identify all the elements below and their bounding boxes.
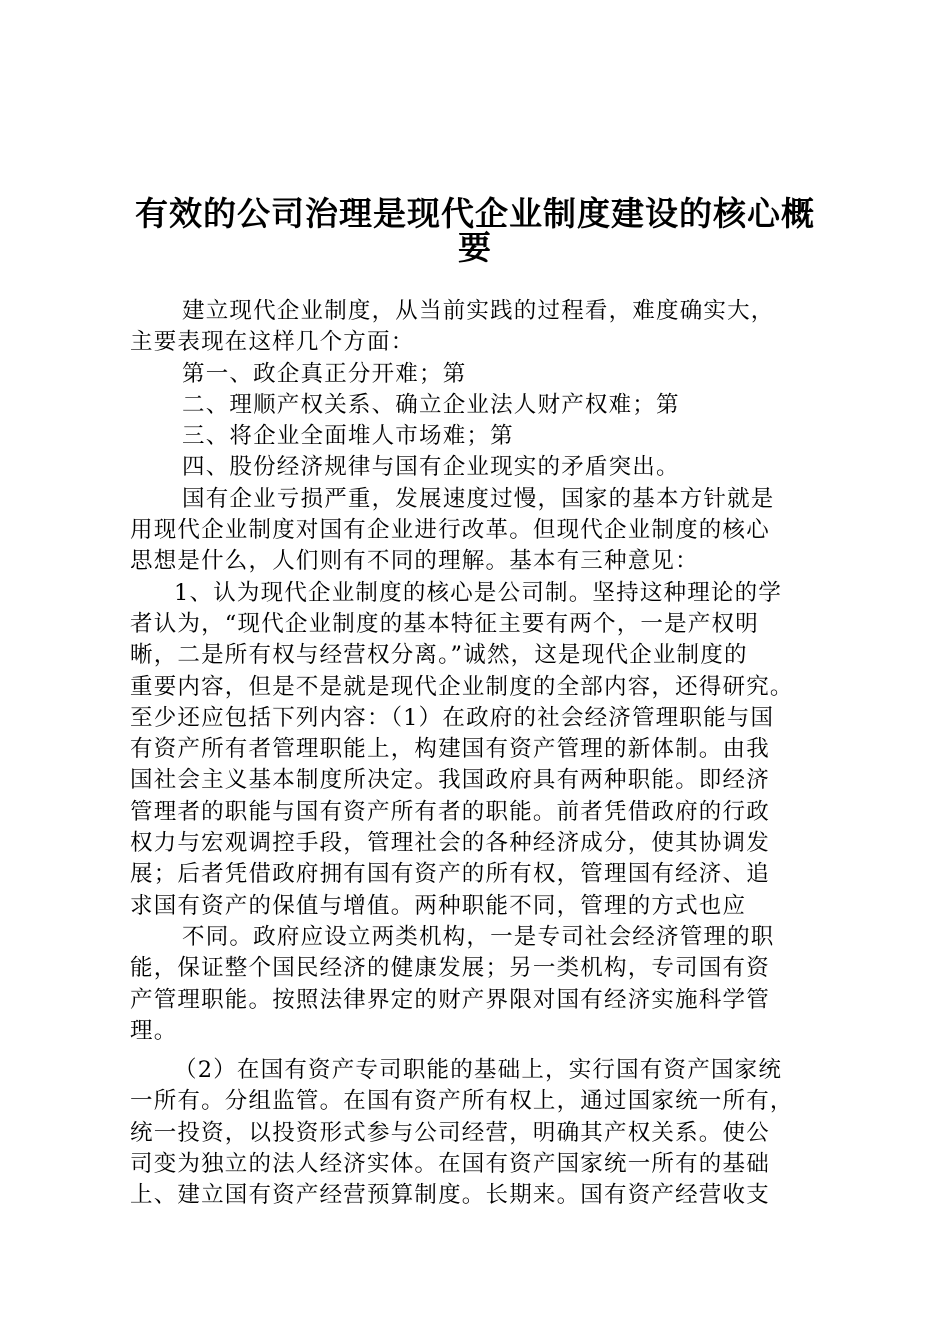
body-line: 重要内容，但是不是就是现代企业制度的全部内容，还得研究。 — [130, 673, 794, 700]
body-line: 用现代企业制度对国有企业进行改革。但现代企业制度的核心 — [130, 517, 770, 544]
body-line: 建立现代企业制度，从当前实践的过程看，难度确实大， — [182, 298, 775, 324]
body-line: 至少还应包括下列内容：（1）在政府的社会经济管理职能与国 — [130, 704, 775, 731]
body-line: 管理者的职能与国有资产所有者的职能。前者凭借政府的行政 — [130, 798, 770, 825]
body-line: 者认为，“现代企业制度的基本特征主要有两个，一是产权明 — [130, 610, 759, 637]
body-line: 产管理职能。按照法律界定的财产界限对国有经济实施科学管 — [130, 986, 770, 1013]
body-line: （2）在国有资产专司职能的基础上，实行国有资产国家统 — [174, 1057, 783, 1084]
body-line: 上、建立国有资产经营预算制度。长期来。国有资产经营收支 — [130, 1182, 770, 1209]
document-title: 有效的公司治理是现代企业制度建设的核心概 — [135, 194, 815, 233]
body-line: 理。 — [130, 1017, 178, 1044]
body-line: 主要表现在这样几个方面： — [130, 329, 415, 356]
body-line: 司变为独立的法人经济实体。在国有资产国家统一所有的基础 — [130, 1151, 770, 1178]
body-line: 国社会主义基本制度所决定。我国政府具有两种职能。即经济 — [130, 767, 770, 794]
body-line: 权力与宏观调控手段，管理社会的各种经济成分，使其协调发 — [130, 830, 770, 857]
body-line: 求国有资产的保值与增值。两种职能不同，管理的方式也应 — [130, 892, 747, 919]
body-line: 四、股份经济规律与国有企业现实的矛盾突出。 — [182, 454, 680, 481]
body-line: 国有企业亏损严重，发展速度过慢，国家的基本方针就是 — [182, 485, 775, 512]
paragraph-gap — [130, 1047, 830, 1055]
document-body — [130, 296, 830, 1212]
body-line: 展；后者凭借政府拥有国有资产的所有权，管理国有经济、追 — [130, 861, 770, 888]
body-line: 有资产所有者管理职能上，构建国有资产管理的新体制。由我 — [130, 736, 770, 763]
body-line: 不同。政府应设立两类机构，一是专司社会经济管理的职 — [182, 923, 775, 950]
body-line: 二、理顺产权关系、确立企业法人财产权难；第 — [182, 391, 680, 418]
body-line: 思想是什么，人们则有不同的理解。基本有三种意见： — [130, 548, 699, 575]
body-line: 能，保证整个国民经济的健康发展；另一类机构，专司国有资 — [130, 955, 770, 982]
body-line: 一所有。分组监管。在国有资产所有权上，通过国家统一所有， — [130, 1088, 794, 1115]
document-title-continued: 要 — [458, 228, 492, 267]
body-line: 晰，二是所有权与经营权分离。”诚然，这是现代企业制度的 — [130, 642, 748, 669]
body-line: 统一投资，以投资形式参与公司经营，明确其产权关系。使公 — [130, 1119, 770, 1146]
body-line: 三、将企业全面堆人市场难；第 — [182, 423, 514, 450]
body-line: 第一、政企真正分开难；第 — [182, 360, 467, 387]
body-line: 1、认为现代企业制度的核心是公司制。坚持这种理论的学 — [174, 579, 783, 606]
